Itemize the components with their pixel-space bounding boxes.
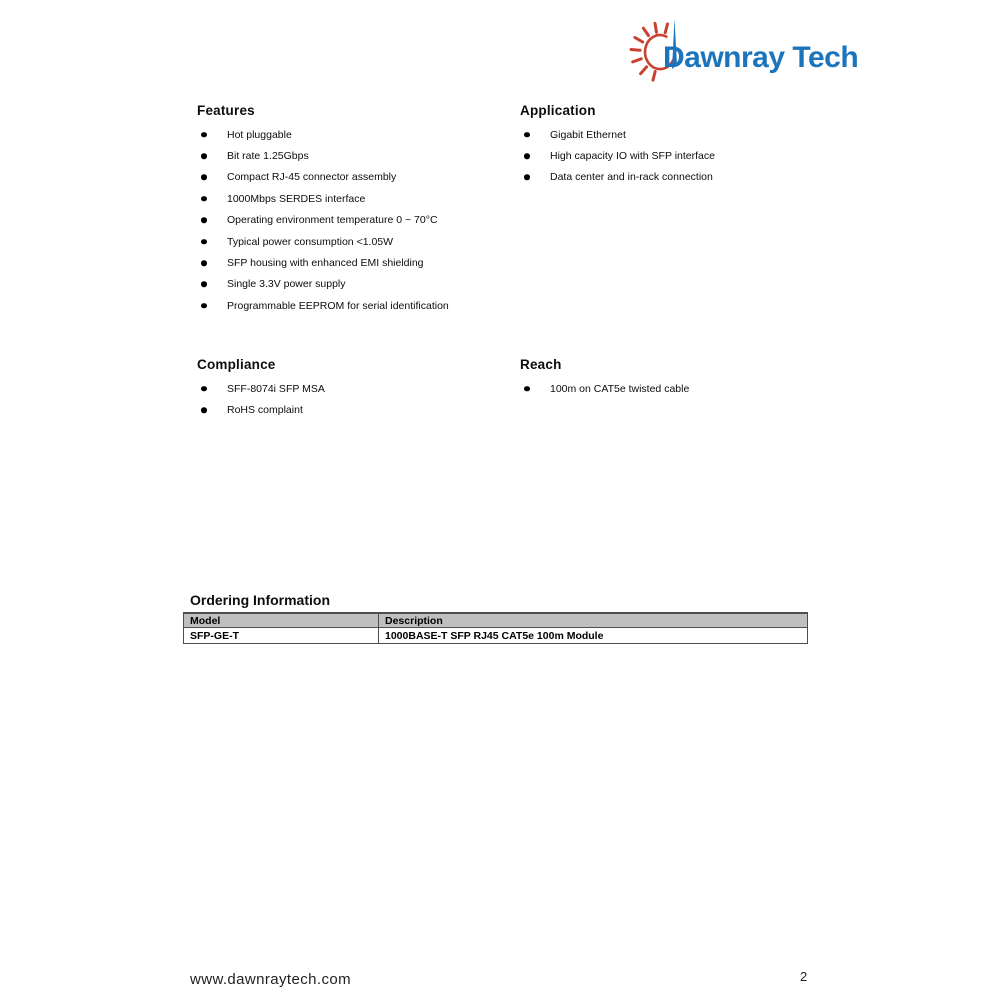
compliance-section xyxy=(197,357,527,421)
bullet-icon xyxy=(201,239,207,245)
brand-name: Dawnray Tech xyxy=(663,41,859,74)
list-item xyxy=(520,145,850,166)
bullet-icon xyxy=(524,175,530,181)
list-item-label: 100m on CAT5e twisted cable xyxy=(550,382,690,395)
features-section xyxy=(197,103,527,317)
list-item-label: Typical power consumption <1.05W xyxy=(227,235,394,248)
list-item xyxy=(197,295,527,316)
list-item-label: Hot pluggable xyxy=(227,128,292,141)
bullet-icon xyxy=(201,386,207,392)
company-logo xyxy=(612,5,857,100)
reach-section xyxy=(520,357,850,399)
footer-website: www.dawnraytech.com xyxy=(190,971,351,988)
list-item xyxy=(520,167,850,188)
table-header-row xyxy=(184,613,808,628)
list-item xyxy=(197,167,527,188)
model-column-header: Model xyxy=(184,613,379,628)
list-item-label: Gigabit Ethernet xyxy=(550,128,626,141)
bullet-icon xyxy=(524,386,530,392)
list-item xyxy=(197,378,527,399)
compliance-heading: Compliance xyxy=(197,357,276,372)
bullet-icon xyxy=(201,218,207,224)
list-item xyxy=(197,231,527,252)
list-item-label: Data center and in-rack connection xyxy=(550,171,713,184)
list-item xyxy=(197,399,527,420)
ordering-information-heading: Ordering Information xyxy=(190,592,330,608)
page-number: 2 xyxy=(800,969,808,984)
list-item-label: SFP housing with enhanced EMI shielding xyxy=(227,257,424,270)
compliance-list xyxy=(197,378,527,421)
application-heading: Application xyxy=(520,103,596,118)
description-column-header: Description xyxy=(379,613,808,628)
application-section xyxy=(520,103,850,188)
bullet-icon xyxy=(524,153,530,159)
model-cell: SFP-GE-T xyxy=(184,628,379,644)
list-item xyxy=(197,124,527,145)
list-item-label: High capacity IO with SFP interface xyxy=(550,150,715,163)
bullet-icon xyxy=(201,153,207,159)
features-heading: Features xyxy=(197,103,255,118)
list-item-label: Programmable EEPROM for serial identification xyxy=(227,299,449,312)
bullet-icon xyxy=(201,282,207,288)
reach-heading: Reach xyxy=(520,357,562,372)
list-item xyxy=(197,188,527,209)
list-item xyxy=(197,145,527,166)
application-list xyxy=(520,124,850,188)
bullet-icon xyxy=(201,303,207,309)
list-item-label: Bit rate 1.25Gbps xyxy=(227,150,309,163)
bullet-icon xyxy=(201,196,207,202)
bullet-icon xyxy=(201,407,207,413)
list-item xyxy=(197,210,527,231)
bullet-icon xyxy=(201,132,207,138)
features-list xyxy=(197,124,527,317)
ordering-information-table xyxy=(183,612,808,644)
description-cell: 1000BASE-T SFP RJ45 CAT5e 100m Module xyxy=(379,628,808,644)
bullet-icon xyxy=(201,260,207,266)
list-item-label: RoHS complaint xyxy=(227,404,303,417)
table-row xyxy=(184,628,808,644)
list-item-label: 1000Mbps SERDES interface xyxy=(227,192,366,205)
list-item xyxy=(520,378,850,399)
list-item xyxy=(197,274,527,295)
list-item-label: Compact RJ-45 connector assembly xyxy=(227,171,397,184)
bullet-icon xyxy=(201,175,207,181)
list-item xyxy=(520,124,850,145)
bullet-icon xyxy=(524,132,530,138)
list-item xyxy=(197,252,527,273)
list-item-label: Single 3.3V power supply xyxy=(227,278,346,291)
list-item-label: SFF-8074i SFP MSA xyxy=(227,382,325,395)
reach-list xyxy=(520,378,850,399)
list-item-label: Operating environment temperature 0 ~ 70°C xyxy=(227,214,438,227)
